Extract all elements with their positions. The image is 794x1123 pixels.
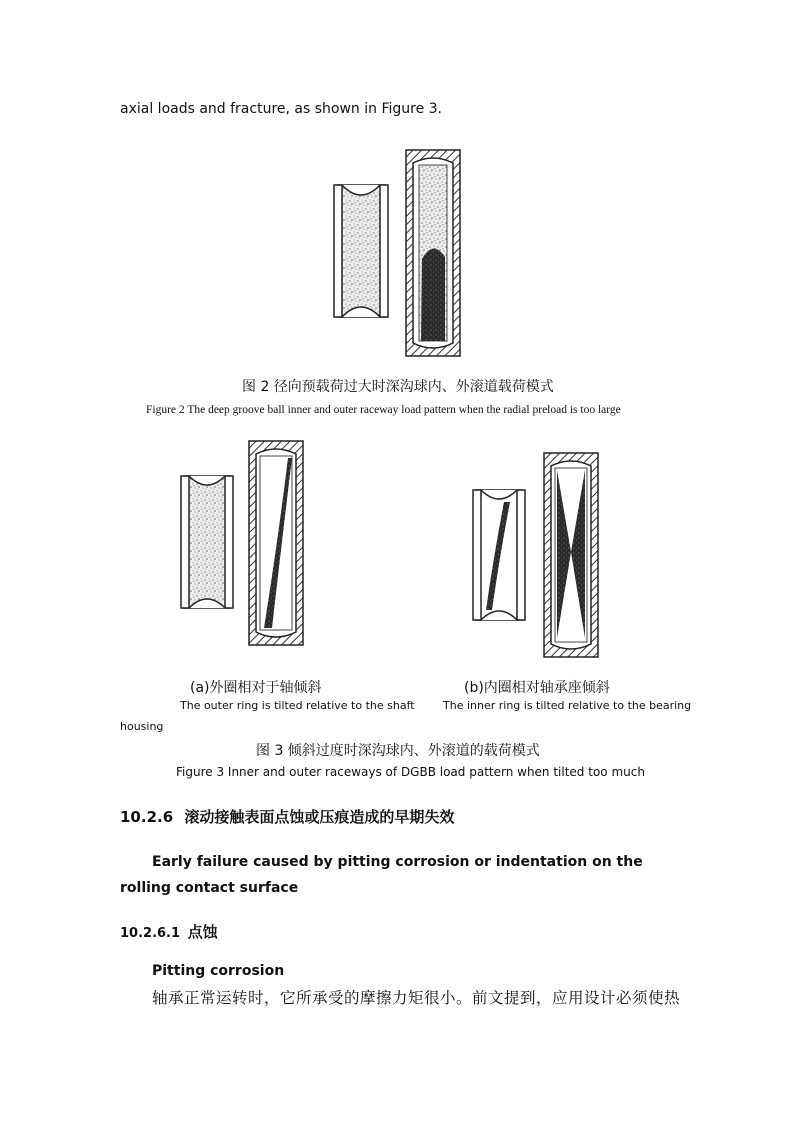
section-heading [120,806,454,827]
figure3a-label-en: The outer ring is tilted relative to the shaft [180,699,415,712]
figure3-caption-cn: 图 3 倾斜过度时深沟球内、外滚道的载荷模式 [256,743,540,759]
subsection-title-cn: 点蚀 [187,923,218,941]
subsection-heading [120,921,218,942]
body-paragraph-cn: 轴承正常运转时，它所承受的摩擦力矩很小。前文提到，应用设计必须使热 [152,989,681,1007]
subsection-number: 10.2.6.1 [120,926,181,941]
figure3b-label-en: The inner ring is tilted relative to the bearing [443,699,692,712]
section-title-cn: 滚动接触表面点蚀或压痕造成的早期失效 [184,808,455,826]
section-title-en: Early failure caused by pitting corrosion or indentation on the rolling contact surface [120,854,643,896]
figure2-caption-en: Figure 2 The deep groove ball inner and outer raceway load pattern when the radial preload is too large [146,404,621,416]
figure3a-inner-ring-drawing [180,474,234,610]
figure3b-outer-ring-drawing [543,452,599,658]
figure3b-inner-ring-drawing [472,488,526,622]
figure2-inner-ring-drawing [333,183,389,319]
figure3a-outer-ring-drawing [248,440,304,646]
figure3-caption-en: Figure 3 Inner and outer raceways of DGBB load pattern when tilted too much [176,765,645,779]
section-number: 10.2.6 [120,808,174,826]
figure3a-label-cn: (a)外圈相对于轴倾斜 [190,680,322,696]
figure3b-label-en-continued: housing [120,720,164,733]
figure3b-label-cn: (b)内圈相对轴承座倾斜 [464,680,610,696]
figure2-caption-cn: 图 2 径向预载荷过大时深沟球内、外滚道载荷模式 [242,379,554,395]
intro-text-line: axial loads and fracture, as shown in Figure 3. [120,101,443,117]
subsection-title-en: Pitting corrosion [152,963,285,979]
figure2-outer-ring-drawing [405,149,461,357]
